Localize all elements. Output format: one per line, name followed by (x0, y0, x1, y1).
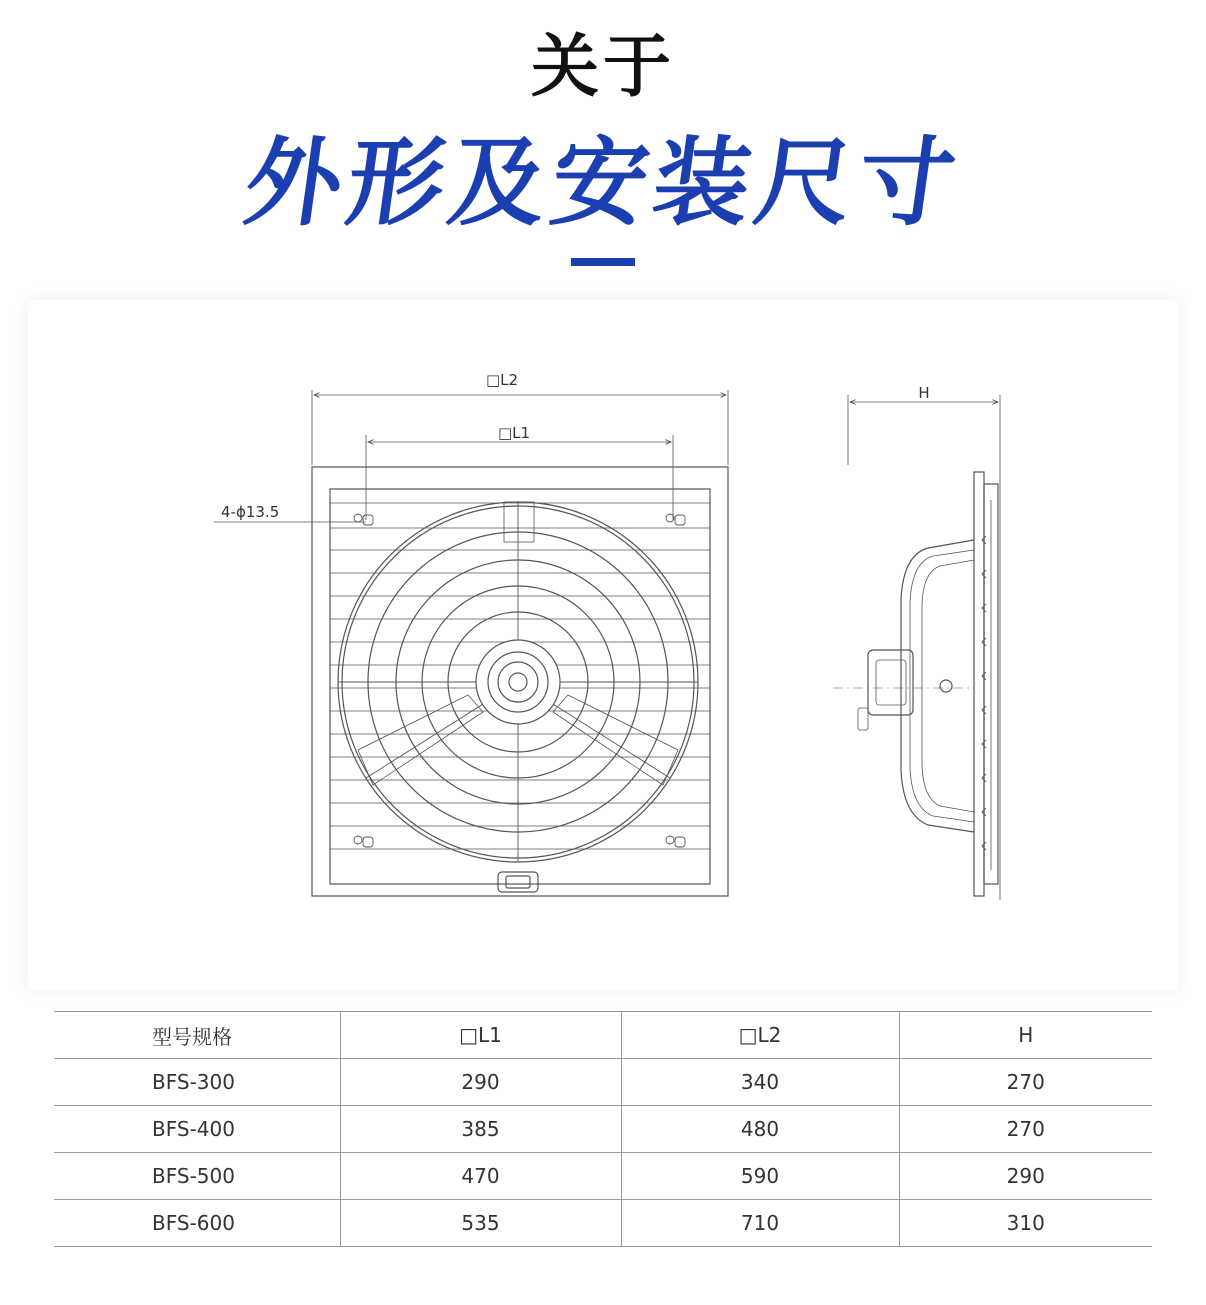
dim-holes-label: 4-ϕ13.5 (221, 503, 280, 521)
junction-box (498, 872, 538, 892)
heading-underline (571, 258, 635, 266)
cell-l2: 590 (621, 1153, 899, 1200)
cell-h: 290 (899, 1153, 1152, 1200)
cell-h: 310 (899, 1200, 1152, 1247)
header-model: 型号规格 (54, 1012, 340, 1059)
dim-h-label: H (918, 384, 930, 402)
table-row (54, 1059, 1152, 1106)
table-row (54, 1106, 1152, 1153)
cell-h: 270 (899, 1106, 1152, 1153)
dim-l1-label: □L1 (497, 424, 531, 442)
hub (476, 640, 560, 724)
front-view (214, 390, 728, 896)
cell-model: BFS-600 (54, 1200, 340, 1247)
dim-l2-label: □L2 (485, 371, 519, 389)
header-h: H (899, 1012, 1152, 1059)
cell-l1: 470 (340, 1153, 621, 1200)
heading-small: 关于 (530, 28, 675, 107)
cell-l1: 290 (340, 1059, 621, 1106)
table-header-row (54, 1012, 1152, 1059)
cell-model: BFS-400 (54, 1106, 340, 1153)
table-row (54, 1153, 1152, 1200)
cell-model: BFS-500 (54, 1153, 340, 1200)
header-l2: □L2 (621, 1012, 899, 1059)
cell-l2: 340 (621, 1059, 899, 1106)
cell-model: BFS-300 (54, 1059, 340, 1106)
cell-l2: 710 (621, 1200, 899, 1247)
cell-l1: 385 (340, 1106, 621, 1153)
table-row (54, 1200, 1152, 1247)
spec-table (54, 1011, 1152, 1247)
header-l1: □L1 (340, 1012, 621, 1059)
drawing-panel (28, 300, 1178, 990)
side-view (833, 395, 1000, 900)
cell-l2: 480 (621, 1106, 899, 1153)
cell-l1: 535 (340, 1200, 621, 1247)
cell-h: 270 (899, 1059, 1152, 1106)
fan-drawing (28, 300, 1178, 990)
heading-main: 外形及安装尺寸 (238, 127, 968, 239)
